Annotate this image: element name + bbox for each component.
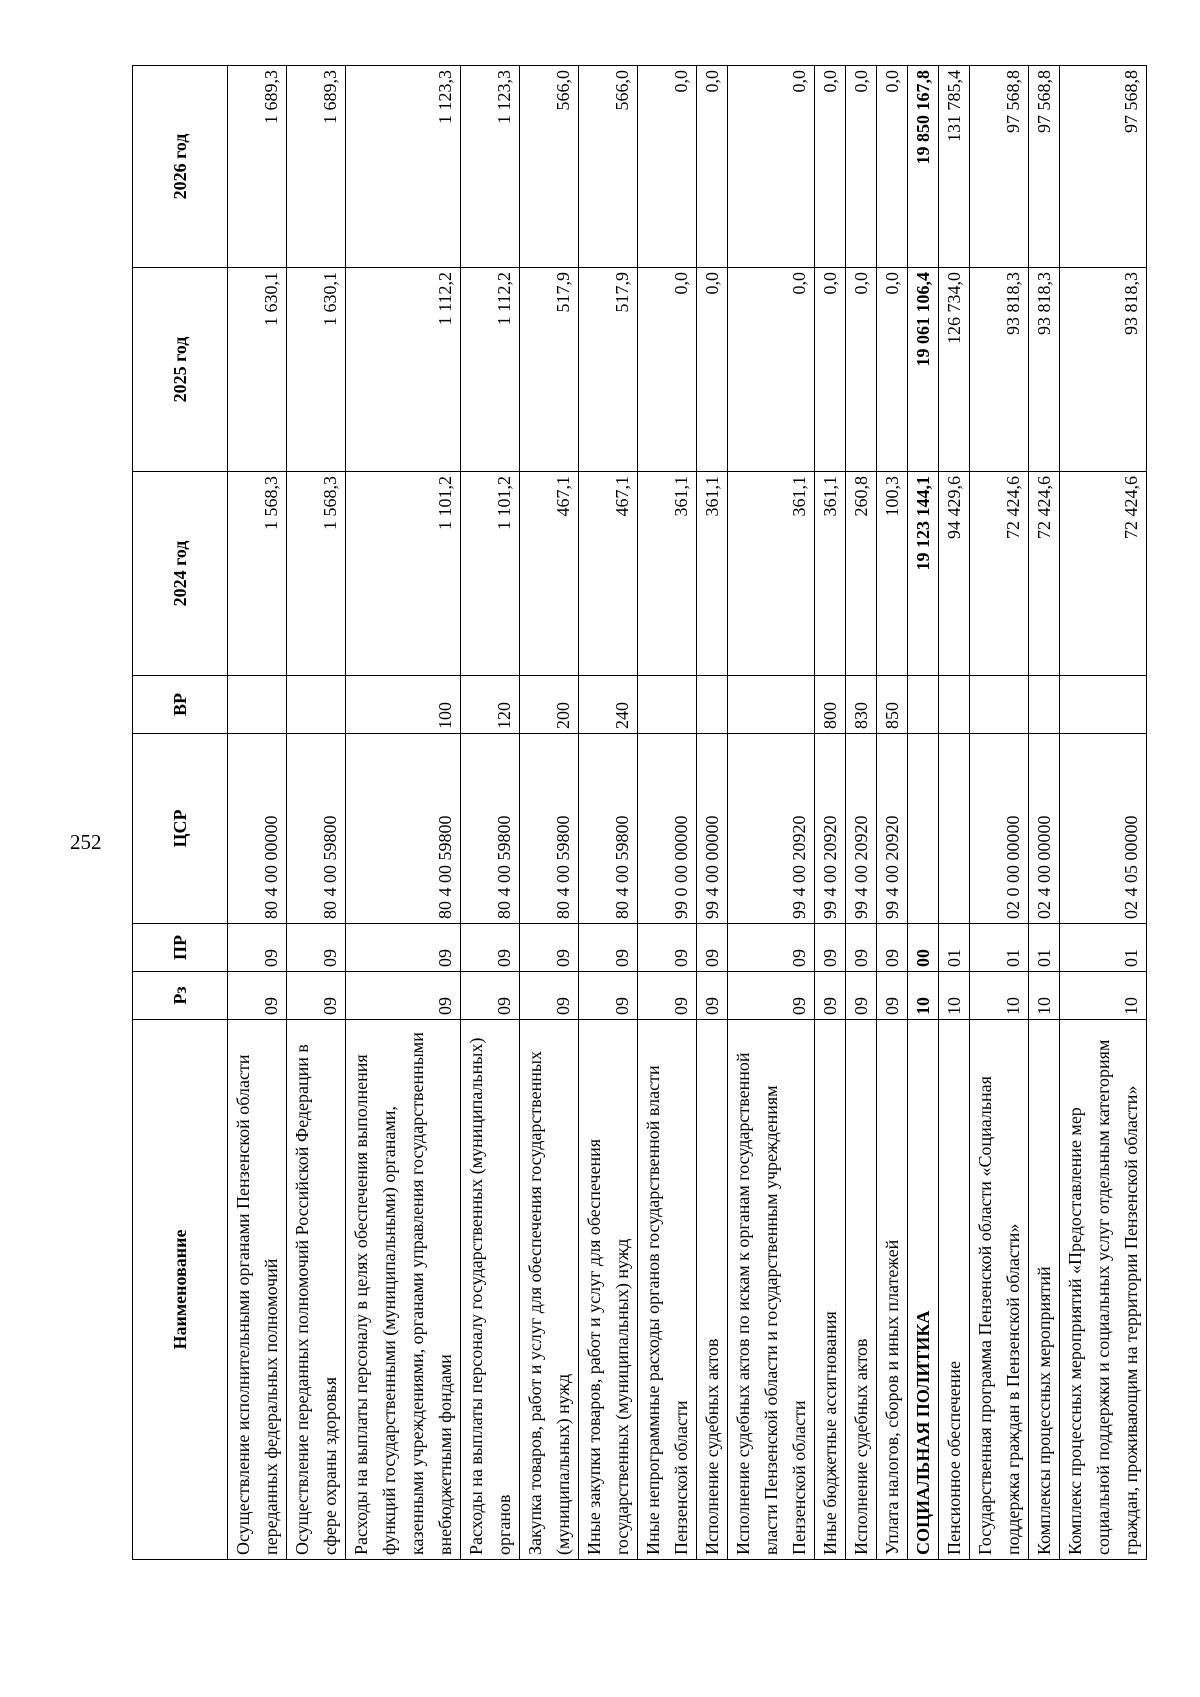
header-vr: ВР bbox=[133, 676, 228, 734]
cell-csr: 99 4 00 00000 bbox=[697, 734, 728, 924]
cell-csr: 02 0 00 00000 bbox=[970, 734, 1029, 924]
cell-name: Исполнение судебных актов по искам к органам государственной власти Пензенской области и государственным учреждениям Пензенской области bbox=[728, 1020, 815, 1560]
cell-csr bbox=[939, 734, 970, 924]
cell-rz: 10 bbox=[908, 972, 939, 1020]
cell-2024: 361,1 bbox=[728, 472, 815, 676]
cell-vr bbox=[1029, 676, 1060, 734]
cell-2026: 566,0 bbox=[520, 66, 579, 268]
cell-name: Расходы на выплаты персоналу в целях обеспечения выполнения функций государственными (муниципальными) органами, казенными учреждениями, органами управления государственными внебюджетными фондами bbox=[346, 1020, 461, 1560]
budget-table bbox=[132, 65, 1147, 1560]
cell-2024: 100,3 bbox=[877, 472, 908, 676]
cell-csr: 80 4 00 59800 bbox=[461, 734, 520, 924]
table-row bbox=[877, 66, 908, 1560]
cell-pr: 01 bbox=[1029, 924, 1060, 972]
cell-2024: 72 424,6 bbox=[1060, 472, 1147, 676]
table-row bbox=[461, 66, 520, 1560]
cell-name: Комплексы процессных мероприятий bbox=[1029, 1020, 1060, 1560]
cell-2025: 0,0 bbox=[728, 268, 815, 472]
cell-csr: 80 4 00 00000 bbox=[228, 734, 287, 924]
cell-name: Исполнение судебных актов bbox=[846, 1020, 877, 1560]
cell-rz: 09 bbox=[638, 972, 697, 1020]
cell-name: Государственная программа Пензенской области «Социальная поддержка граждан в Пензенской области» bbox=[970, 1020, 1029, 1560]
cell-2025: 0,0 bbox=[846, 268, 877, 472]
cell-name: Осуществление исполнительными органами Пензенской области переданных федеральных полномочий bbox=[228, 1020, 287, 1560]
cell-2025: 19 061 106,4 bbox=[908, 268, 939, 472]
cell-2025: 93 818,3 bbox=[970, 268, 1029, 472]
table-row bbox=[228, 66, 287, 1560]
cell-2024: 1 568,3 bbox=[287, 472, 346, 676]
cell-name: Иные бюджетные ассигнования bbox=[815, 1020, 846, 1560]
cell-rz: 09 bbox=[520, 972, 579, 1020]
cell-2025: 0,0 bbox=[638, 268, 697, 472]
table-row bbox=[697, 66, 728, 1560]
table-body bbox=[228, 66, 1147, 1560]
cell-2025: 0,0 bbox=[877, 268, 908, 472]
cell-csr: 80 4 00 59800 bbox=[287, 734, 346, 924]
cell-2024: 72 424,6 bbox=[970, 472, 1029, 676]
cell-2025: 0,0 bbox=[815, 268, 846, 472]
cell-2026: 97 568,8 bbox=[1060, 66, 1147, 268]
cell-2026: 1 689,3 bbox=[287, 66, 346, 268]
cell-2025: 517,9 bbox=[579, 268, 638, 472]
cell-2026: 0,0 bbox=[815, 66, 846, 268]
cell-2024: 1 568,3 bbox=[228, 472, 287, 676]
cell-2024: 361,1 bbox=[815, 472, 846, 676]
cell-name: Осуществление переданных полномочий Российской Федерации в сфере охраны здоровья bbox=[287, 1020, 346, 1560]
cell-pr: 09 bbox=[520, 924, 579, 972]
cell-vr: 100 bbox=[346, 676, 461, 734]
cell-vr bbox=[638, 676, 697, 734]
cell-2025: 1 630,1 bbox=[287, 268, 346, 472]
table-row bbox=[346, 66, 461, 1560]
cell-rz: 09 bbox=[346, 972, 461, 1020]
cell-2026: 97 568,8 bbox=[970, 66, 1029, 268]
cell-2025: 93 818,3 bbox=[1060, 268, 1147, 472]
header-2026: 2026 год bbox=[133, 66, 228, 268]
cell-rz: 10 bbox=[1029, 972, 1060, 1020]
cell-2026: 97 568,8 bbox=[1029, 66, 1060, 268]
cell-vr bbox=[908, 676, 939, 734]
cell-rz: 09 bbox=[846, 972, 877, 1020]
table-row bbox=[1029, 66, 1060, 1560]
cell-vr: 240 bbox=[579, 676, 638, 734]
cell-pr: 09 bbox=[846, 924, 877, 972]
cell-vr bbox=[939, 676, 970, 734]
cell-name: Уплата налогов, сборов и иных платежей bbox=[877, 1020, 908, 1560]
cell-pr: 09 bbox=[228, 924, 287, 972]
header-2024: 2024 год bbox=[133, 472, 228, 676]
cell-name: Расходы на выплаты персоналу государственных (муниципальных) органов bbox=[461, 1020, 520, 1560]
cell-2024: 361,1 bbox=[697, 472, 728, 676]
cell-pr: 09 bbox=[728, 924, 815, 972]
cell-2024: 72 424,6 bbox=[1029, 472, 1060, 676]
cell-vr bbox=[228, 676, 287, 734]
header-rz: Рз bbox=[133, 972, 228, 1020]
cell-name: СОЦИАЛЬНАЯ ПОЛИТИКА bbox=[908, 1020, 939, 1560]
cell-vr: 850 bbox=[877, 676, 908, 734]
cell-rz: 09 bbox=[728, 972, 815, 1020]
cell-rz: 09 bbox=[228, 972, 287, 1020]
cell-2026: 0,0 bbox=[697, 66, 728, 268]
cell-csr: 02 4 05 00000 bbox=[1060, 734, 1147, 924]
cell-rz: 09 bbox=[877, 972, 908, 1020]
cell-vr bbox=[1060, 676, 1147, 734]
cell-name: Пенсионное обеспечение bbox=[939, 1020, 970, 1560]
cell-vr: 120 bbox=[461, 676, 520, 734]
table-row bbox=[520, 66, 579, 1560]
table-row bbox=[1060, 66, 1147, 1560]
cell-pr: 09 bbox=[638, 924, 697, 972]
table-row bbox=[939, 66, 970, 1560]
table-row bbox=[846, 66, 877, 1560]
cell-pr: 00 bbox=[908, 924, 939, 972]
cell-rz: 09 bbox=[815, 972, 846, 1020]
table-row bbox=[579, 66, 638, 1560]
cell-rz: 09 bbox=[697, 972, 728, 1020]
cell-2025: 126 734,0 bbox=[939, 268, 970, 472]
cell-2026: 0,0 bbox=[728, 66, 815, 268]
cell-pr: 09 bbox=[287, 924, 346, 972]
rotated-table-content bbox=[132, 66, 1141, 1560]
cell-2026: 0,0 bbox=[877, 66, 908, 268]
header-name: Наименование bbox=[133, 1020, 228, 1560]
header-pr: ПР bbox=[133, 924, 228, 972]
cell-2025: 1 112,2 bbox=[346, 268, 461, 472]
cell-csr: 99 4 00 20920 bbox=[815, 734, 846, 924]
cell-2025: 1 112,2 bbox=[461, 268, 520, 472]
cell-2026: 131 785,4 bbox=[939, 66, 970, 268]
cell-rz: 09 bbox=[287, 972, 346, 1020]
cell-csr: 80 4 00 59800 bbox=[520, 734, 579, 924]
cell-2024: 467,1 bbox=[520, 472, 579, 676]
cell-name: Комплекс процессных мероприятий «Предоставление мер социальной поддержки и социальных услуг отдельным категориям граждан, проживающим на территории Пензенской области» bbox=[1060, 1020, 1147, 1560]
cell-2024: 94 429,6 bbox=[939, 472, 970, 676]
cell-vr: 830 bbox=[846, 676, 877, 734]
table-row bbox=[638, 66, 697, 1560]
cell-csr bbox=[908, 734, 939, 924]
cell-2026: 19 850 167,8 bbox=[908, 66, 939, 268]
cell-2025: 0,0 bbox=[697, 268, 728, 472]
cell-csr: 99 4 00 20920 bbox=[877, 734, 908, 924]
cell-vr: 800 bbox=[815, 676, 846, 734]
cell-pr: 09 bbox=[877, 924, 908, 972]
table-header-row bbox=[133, 66, 228, 1560]
cell-name: Иные закупки товаров, работ и услуг для обеспечения государственных (муниципальных) нужд bbox=[579, 1020, 638, 1560]
cell-pr: 09 bbox=[697, 924, 728, 972]
header-csr: ЦСР bbox=[133, 734, 228, 924]
cell-2024: 1 101,2 bbox=[461, 472, 520, 676]
cell-pr: 01 bbox=[970, 924, 1029, 972]
table-row bbox=[908, 66, 939, 1560]
cell-2024: 1 101,2 bbox=[346, 472, 461, 676]
cell-pr: 01 bbox=[939, 924, 970, 972]
table-row bbox=[815, 66, 846, 1560]
cell-vr bbox=[697, 676, 728, 734]
cell-rz: 09 bbox=[579, 972, 638, 1020]
table-row bbox=[287, 66, 346, 1560]
cell-2026: 1 123,3 bbox=[346, 66, 461, 268]
cell-rz: 10 bbox=[1060, 972, 1147, 1020]
cell-pr: 09 bbox=[815, 924, 846, 972]
cell-csr: 02 4 00 00000 bbox=[1029, 734, 1060, 924]
cell-rz: 10 bbox=[970, 972, 1029, 1020]
header-2025: 2025 год bbox=[133, 268, 228, 472]
cell-name: Исполнение судебных актов bbox=[697, 1020, 728, 1560]
table-row bbox=[970, 66, 1029, 1560]
cell-pr: 09 bbox=[579, 924, 638, 972]
cell-rz: 09 bbox=[461, 972, 520, 1020]
cell-csr: 99 4 00 20920 bbox=[846, 734, 877, 924]
cell-pr: 09 bbox=[346, 924, 461, 972]
cell-2024: 361,1 bbox=[638, 472, 697, 676]
rotated-table-frame bbox=[132, 66, 1141, 1560]
cell-2026: 0,0 bbox=[846, 66, 877, 268]
table-row bbox=[728, 66, 815, 1560]
cell-csr: 80 4 00 59800 bbox=[346, 734, 461, 924]
cell-2024: 467,1 bbox=[579, 472, 638, 676]
cell-2025: 93 818,3 bbox=[1029, 268, 1060, 472]
cell-rz: 10 bbox=[939, 972, 970, 1020]
page-number: 252 bbox=[70, 830, 102, 854]
cell-vr: 200 bbox=[520, 676, 579, 734]
cell-pr: 01 bbox=[1060, 924, 1147, 972]
cell-vr bbox=[287, 676, 346, 734]
cell-2025: 517,9 bbox=[520, 268, 579, 472]
cell-csr: 99 4 00 20920 bbox=[728, 734, 815, 924]
cell-2024: 19 123 144,1 bbox=[908, 472, 939, 676]
cell-2026: 1 123,3 bbox=[461, 66, 520, 268]
cell-name: Иные непрограммные расходы органов государственной власти Пензенской области bbox=[638, 1020, 697, 1560]
cell-2026: 566,0 bbox=[579, 66, 638, 268]
cell-2024: 260,8 bbox=[846, 472, 877, 676]
cell-2026: 0,0 bbox=[638, 66, 697, 268]
cell-vr bbox=[970, 676, 1029, 734]
cell-csr: 80 4 00 59800 bbox=[579, 734, 638, 924]
cell-pr: 09 bbox=[461, 924, 520, 972]
cell-name: Закупка товаров, работ и услуг для обеспечения государственных (муниципальных) нужд bbox=[520, 1020, 579, 1560]
cell-csr: 99 0 00 00000 bbox=[638, 734, 697, 924]
cell-2026: 1 689,3 bbox=[228, 66, 287, 268]
cell-2025: 1 630,1 bbox=[228, 268, 287, 472]
cell-vr bbox=[728, 676, 815, 734]
